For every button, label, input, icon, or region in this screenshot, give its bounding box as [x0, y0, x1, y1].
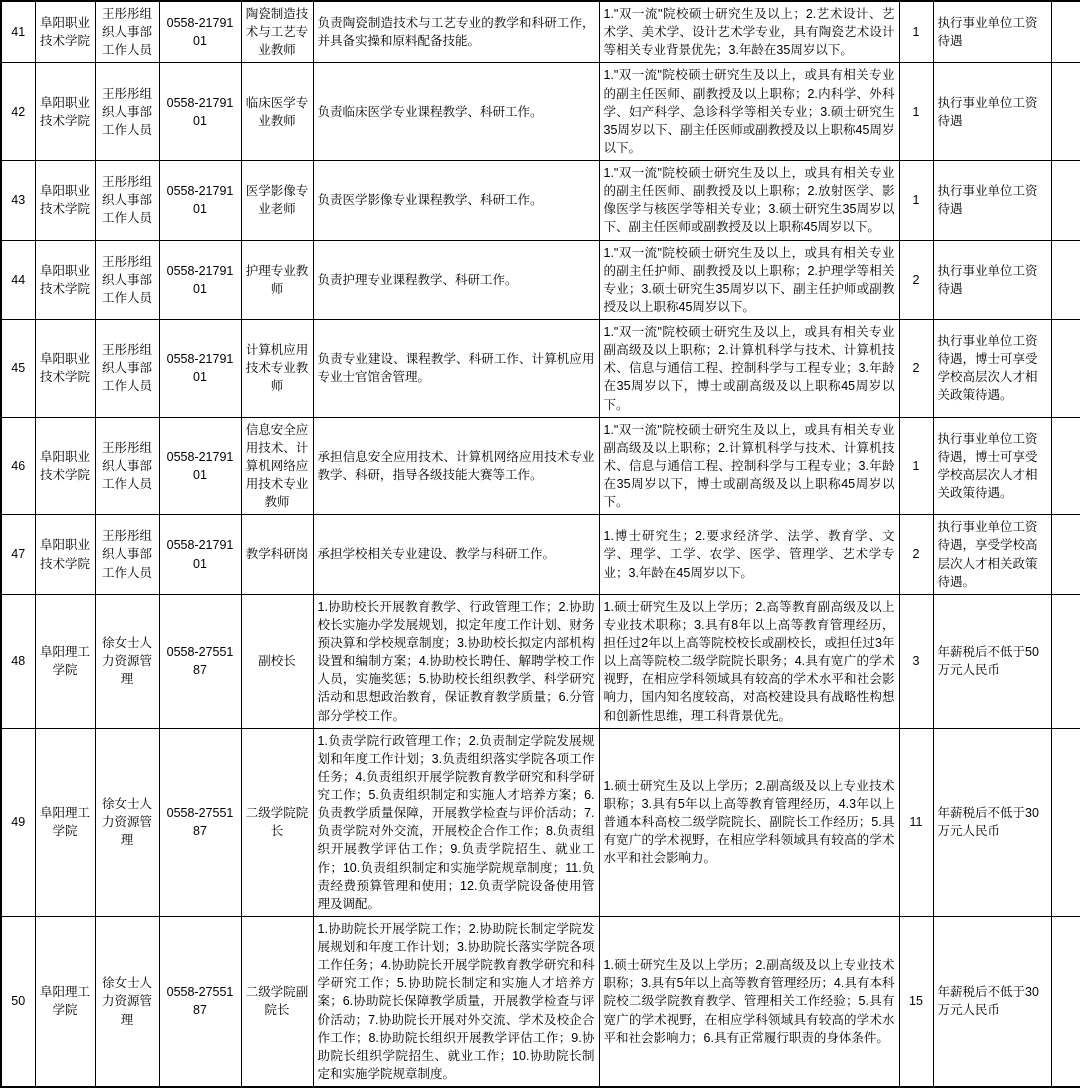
treatment: 执行事业单位工资待遇，博士可享受学校高层次人才相关政策待遇。 — [933, 417, 1051, 515]
recruiting-unit: 阜阳职业技术学院 — [35, 63, 95, 161]
treatment: 执行事业单位工资待遇 — [933, 63, 1051, 161]
contact-person: 徐女士人力资源管理 — [95, 916, 159, 1087]
treatment: 执行事业单位工资待遇，博士可享受学校高层次人才相关政策待遇。 — [933, 320, 1051, 418]
post-name: 信息安全应用技术、计算机网络应用技术专业教师 — [241, 417, 313, 515]
contact-phone: 0558-2179101 — [159, 417, 241, 515]
treatment: 年薪税后不低于30万元人民币 — [933, 916, 1051, 1087]
recruiting-unit: 阜阳职业技术学院 — [35, 417, 95, 515]
table-row — [1, 240, 1080, 320]
recruiting-unit: 阜阳职业技术学院 — [35, 1, 95, 63]
remarks — [1051, 916, 1080, 1087]
headcount: 1 — [899, 1, 933, 63]
contact-phone: 0558-2179101 — [159, 161, 241, 241]
table-row — [1, 161, 1080, 241]
treatment: 年薪税后不低于50万元人民币 — [933, 594, 1051, 728]
headcount: 15 — [899, 916, 933, 1087]
post-duty: 1.协助院长开展学院工作；2.协助院长制定学院发展规划和年度工作计划；3.协助院长落实学院各项工作任务；4.协助院长开展学院教育教学研究和科学研究工作；5.协助院长制定和实施人才培养方案；6.协助院长保障教学质量，开展教学检查与评价活动；7.协助院长开展对外交流、学术及校企合作工作；8.协助院长组织开展教学评估工作；9.协助院长组织学院招生、就业工作；10.协助院长制定和实施学院规章制度。 — [313, 916, 599, 1087]
post-name: 计算机应用技术专业教师 — [241, 320, 313, 418]
recruiting-unit: 阜阳职业技术学院 — [35, 240, 95, 320]
headcount: 1 — [899, 161, 933, 241]
contact-person: 王彤彤组织人事部工作人员 — [95, 240, 159, 320]
contact-phone: 0558-2755187 — [159, 916, 241, 1087]
post-requirement: 1."双一流"院校硕士研究生及以上，或具有相关专业的副主任医师、副教授及以上职称；2.放射医学、影像医学与核医学等相关专业；3.硕士研究生35周岁以下、副主任医师或副教授及以上职称45周岁以下。 — [599, 161, 899, 241]
table-row — [1, 417, 1080, 515]
contact-phone: 0558-2179101 — [159, 63, 241, 161]
treatment: 执行事业单位工资待遇，享受学校高层次人才相关政策待遇。 — [933, 515, 1051, 595]
contact-phone: 0558-2755187 — [159, 594, 241, 728]
recruiting-unit: 阜阳职业技术学院 — [35, 320, 95, 418]
remarks — [1051, 728, 1080, 916]
post-requirement: 1."双一流"院校硕士研究生及以上，或具有相关专业的副主任医师、副教授及以上职称；2.内科学、外科学、妇产科学、急诊科学等相关专业；3.硕士研究生35周岁以下、副主任医师或副教授及以上职称45周岁以下。 — [599, 63, 899, 161]
contact-person: 王彤彤组织人事部工作人员 — [95, 515, 159, 595]
remarks — [1051, 417, 1080, 515]
post-requirement: 1."双一流"院校硕士研究生及以上；2.艺术设计、艺术学、美术学、设计艺术学专业，具有陶瓷艺术设计等相关专业背景优先；3.年龄在35周岁以下。 — [599, 1, 899, 63]
treatment: 执行事业单位工资待遇 — [933, 1, 1051, 63]
row-index: 45 — [1, 320, 35, 418]
recruiting-unit: 阜阳职业技术学院 — [35, 161, 95, 241]
table-row — [1, 916, 1080, 1087]
row-index: 49 — [1, 728, 35, 916]
post-name: 副校长 — [241, 594, 313, 728]
table-row — [1, 1, 1080, 63]
contact-person: 徐女士人力资源管理 — [95, 594, 159, 728]
post-requirement: 1."双一流"院校硕士研究生及以上，或具有相关专业副高级及以上职称；2.计算机科学与技术、计算机技术、信息与通信工程、控制科学与工程专业；3.年龄在35周岁以下，博士或副高级及以上职称45周岁以下。 — [599, 417, 899, 515]
table-row — [1, 594, 1080, 728]
post-name: 二级学院院长 — [241, 728, 313, 916]
row-index: 41 — [1, 1, 35, 63]
post-duty: 负责医学影像专业课程教学、科研工作。 — [313, 161, 599, 241]
post-name: 医学影像专业老师 — [241, 161, 313, 241]
recruiting-unit: 阜阳理工学院 — [35, 916, 95, 1087]
table-row — [1, 515, 1080, 595]
post-name: 教学科研岗 — [241, 515, 313, 595]
post-requirement: 1.硕士研究生及以上学历；2.副高级及以上专业技术职称；3.具有5年以上高等教育管理经历；4.具有本科院校二级学院教育教学、管理相关工作经验；5.具有宽广的学术视野，在相应学科领域具有较高的学术水平和社会影响力；6.具有正常履行职责的身体条件。 — [599, 916, 899, 1087]
post-requirement: 1.博士研究生；2.要求经济学、法学、教育学、文学、理学、工学、农学、医学、管理学、艺术学专业；3.年龄在45周岁以下。 — [599, 515, 899, 595]
remarks — [1051, 594, 1080, 728]
recruiting-unit: 阜阳理工学院 — [35, 594, 95, 728]
post-duty: 负责陶瓷制造技术与工艺专业的教学和科研工作，并具备实操和原料配备技能。 — [313, 1, 599, 63]
row-index: 46 — [1, 417, 35, 515]
recruiting-unit: 阜阳理工学院 — [35, 728, 95, 916]
contact-phone: 0558-2179101 — [159, 515, 241, 595]
post-duty: 负责临床医学专业课程教学、科研工作。 — [313, 63, 599, 161]
headcount: 1 — [899, 417, 933, 515]
contact-person: 王彤彤组织人事部工作人员 — [95, 417, 159, 515]
contact-person: 王彤彤组织人事部工作人员 — [95, 161, 159, 241]
remarks — [1051, 320, 1080, 418]
treatment: 年薪税后不低于30万元人民币 — [933, 728, 1051, 916]
remarks — [1051, 1, 1080, 63]
treatment: 执行事业单位工资待遇 — [933, 240, 1051, 320]
post-requirement: 1."双一流"院校硕士研究生及以上，或具有相关专业副高级及以上职称；2.计算机科学与技术、计算机技术、信息与通信工程、控制科学与工程专业；3.年龄在35周岁以下，博士或副高级及以上职称45周岁以下。 — [599, 320, 899, 418]
contact-person: 王彤彤组织人事部工作人员 — [95, 1, 159, 63]
contact-phone: 0558-2179101 — [159, 240, 241, 320]
post-requirement: 1.硕士研究生及以上学历；2.高等教育副高级及以上专业技术职称；3.具有8年以上高等教育管理经历，担任过2年以上高等院校校长或副校长，或担任过3年以上高等院校二级学院院长职务；4.具有宽广的学术视野，在相应学科领域具有较高的学术水平和社会影响力，国内知名度较高，对高校建设具有战略性构想和创新性思维，理工科背景优先。 — [599, 594, 899, 728]
row-index: 50 — [1, 916, 35, 1087]
remarks — [1051, 63, 1080, 161]
contact-phone: 0558-2179101 — [159, 1, 241, 63]
post-name: 陶瓷制造技术与工艺专业教师 — [241, 1, 313, 63]
post-duty: 负责专业建设、课程教学、科研工作、计算机应用专业士官馆舍管理。 — [313, 320, 599, 418]
table-row — [1, 320, 1080, 418]
post-name: 二级学院副院长 — [241, 916, 313, 1087]
contact-person: 王彤彤组织人事部工作人员 — [95, 63, 159, 161]
post-duty: 1.负责学院行政管理工作；2.负责制定学院发展规划和年度工作计划；3.负责组织落实学院各项工作任务；4.负责组织开展学院教育教学研究和科学研究工作；5.负责组织制定和实施人才培养方案；6.负责教学质量保障，开展教学检查与评价活动；7.负责学院对外交流，开展校企合作工作；8.负责组织开展教学评估工作；9.负责学院招生、就业工作；10.负责组织制定和实施学院规章制度；11.负责经费预算管理和使用；12.负责学院设备使用管理及调配。 — [313, 728, 599, 916]
contact-phone: 0558-2179101 — [159, 320, 241, 418]
row-index: 44 — [1, 240, 35, 320]
headcount: 3 — [899, 594, 933, 728]
post-duty: 负责护理专业课程教学、科研工作。 — [313, 240, 599, 320]
row-index: 43 — [1, 161, 35, 241]
table-body — [1, 1, 1080, 1087]
post-requirement: 1.硕士研究生及以上学历；2.副高级及以上专业技术职称；3.具有5年以上高等教育管理经历，4.3年以上普通本科高校二级学院院长、副院长工作经历；5.具有宽广的学术视野，在相应学科领域具有较高的学术水平和社会影响力。 — [599, 728, 899, 916]
treatment: 执行事业单位工资待遇 — [933, 161, 1051, 241]
post-name: 护理专业教师 — [241, 240, 313, 320]
headcount: 2 — [899, 515, 933, 595]
contact-phone: 0558-2755187 — [159, 728, 241, 916]
table-row — [1, 63, 1080, 161]
post-duty: 承担信息安全应用技术、计算机网络应用技术专业教学、科研，指导各级技能大赛等工作。 — [313, 417, 599, 515]
remarks — [1051, 240, 1080, 320]
headcount: 2 — [899, 240, 933, 320]
headcount: 11 — [899, 728, 933, 916]
headcount: 2 — [899, 320, 933, 418]
table-row — [1, 728, 1080, 916]
recruiting-unit: 阜阳职业技术学院 — [35, 515, 95, 595]
row-index: 47 — [1, 515, 35, 595]
contact-person: 王彤彤组织人事部工作人员 — [95, 320, 159, 418]
row-index: 42 — [1, 63, 35, 161]
post-duty: 1.协助校长开展教育教学、行政管理工作；2.协助校长实施办学发展规划，拟定年度工作计划、财务预决算和学校规章制度；3.协助校长拟定内部机构设置和编制方案；4.协助校长聘任、解聘学校工作人员，实施奖惩；5.协助校长组织教学、科学研究活动和思想政治教育，保证教育教学质量；6.分管部分学校工作。 — [313, 594, 599, 728]
headcount: 1 — [899, 63, 933, 161]
post-duty: 承担学校相关专业建设、教学与科研工作。 — [313, 515, 599, 595]
row-index: 48 — [1, 594, 35, 728]
post-name: 临床医学专业教师 — [241, 63, 313, 161]
remarks — [1051, 161, 1080, 241]
contact-person: 徐女士人力资源管理 — [95, 728, 159, 916]
post-requirement: 1."双一流"院校硕士研究生及以上，或具有相关专业的副主任护师、副教授及以上职称；2.护理学等相关专业；3.硕士研究生35周岁以下、副主任护师或副教授及以上职称45周岁以下。 — [599, 240, 899, 320]
remarks — [1051, 515, 1080, 595]
